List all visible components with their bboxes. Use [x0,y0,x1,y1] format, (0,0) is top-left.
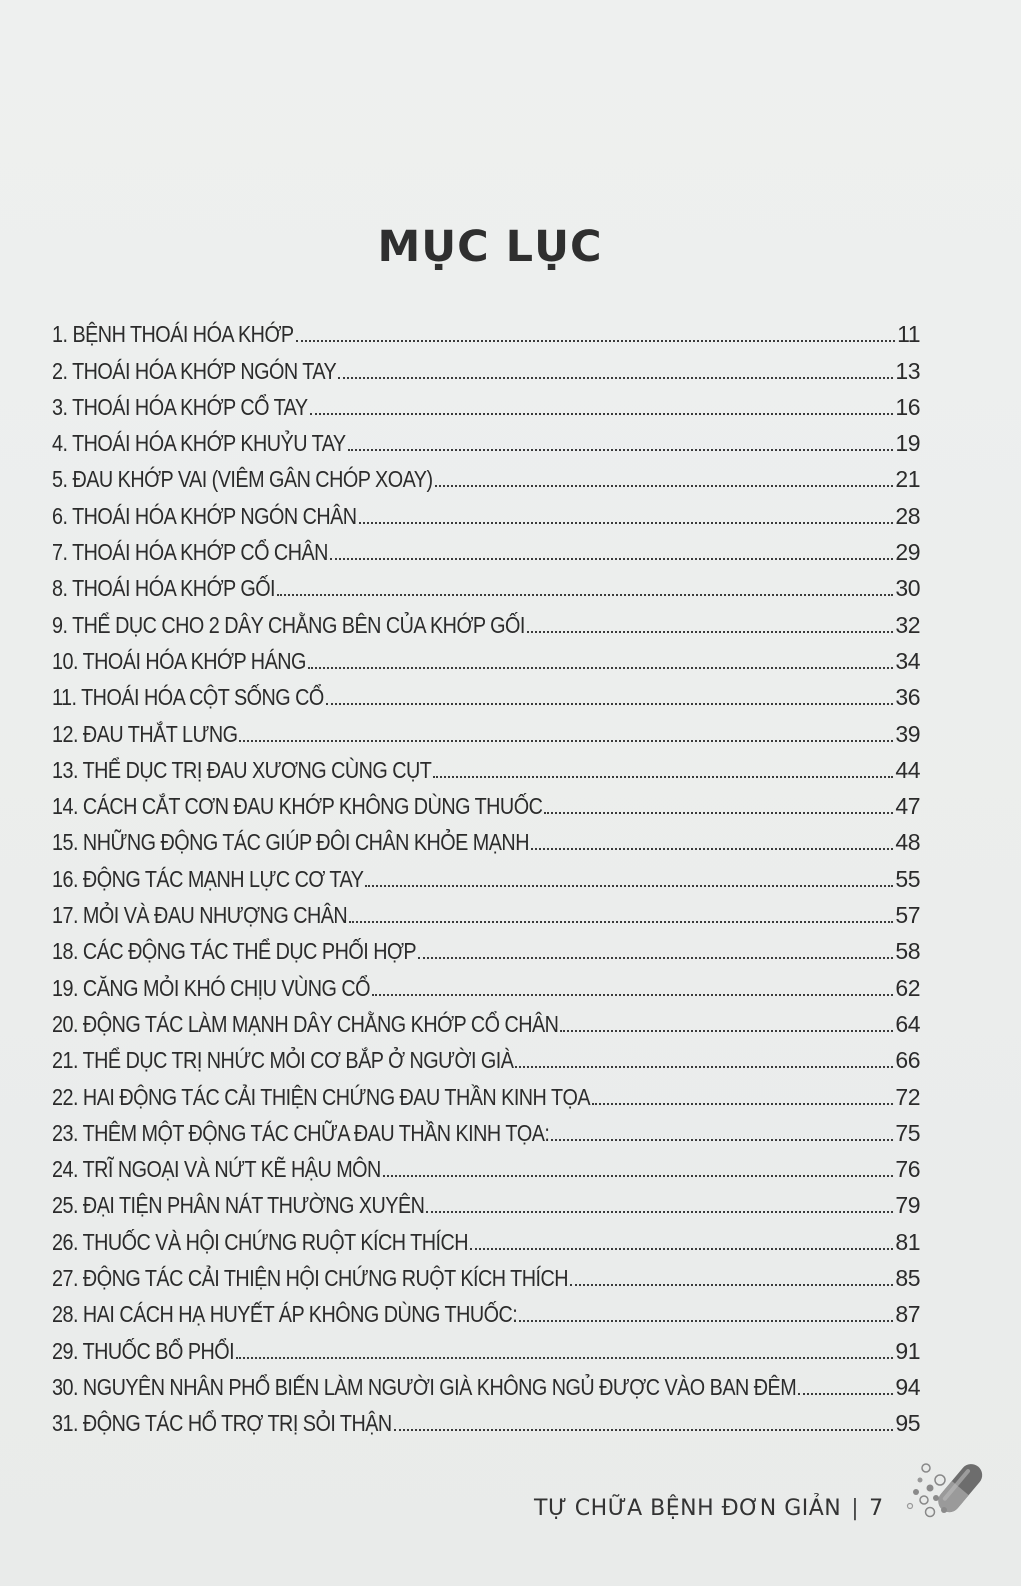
toc-entry-page: 55 [895,865,920,892]
dot-leader [296,340,896,342]
dot-leader [394,1429,894,1431]
dot-leader [560,1030,893,1032]
toc-entry-page: 39 [895,720,920,747]
toc-entry-label: 26. THUỐC VÀ HỘI CHỨNG RUỘT KÍCH THÍCH [52,1228,469,1255]
dot-leader [418,957,893,959]
dot-leader [348,449,894,451]
toc-entry [52,493,920,529]
toc-entry-label: 5. ĐAU KHỚP VAI (VIÊM GÂN CHÓP XOAY) [52,466,433,493]
toc-entry-label: 12. ĐAU THẮT LƯNG [52,720,238,747]
toc-entry-page: 62 [895,974,920,1001]
toc-entry-label: 16. ĐỘNG TÁC MẠNH LỰC CƠ TAY [52,865,364,892]
toc-entry-page: 28 [895,502,920,529]
toc-entry [52,530,920,566]
toc-entry-page: 32 [895,611,920,638]
toc-entry [52,675,920,711]
page-title: MỤC LỤC [377,222,603,272]
dot-leader [330,558,894,560]
page-number: 7 [869,1496,884,1521]
toc-entry-label: 9. THỂ DỤC CHO 2 DÂY CHẰNG BÊN CỦA KHỚP GỐI [52,611,525,638]
toc-entry-label: 13. THỂ DỤC TRỊ ĐAU XƯƠNG CÙNG CỤT [52,756,432,783]
toc-entry-label: 19. CĂNG MỎI KHÓ CHỊU VÙNG CỔ [52,974,371,1001]
toc-entry [52,348,920,384]
toc-entry [52,1219,920,1255]
dot-leader [383,1175,894,1177]
toc-entry [52,1111,920,1147]
toc-entry-page: 44 [895,756,920,783]
toc-entry-page: 16 [895,393,920,420]
toc-entry-label: 22. HAI ĐỘNG TÁC CẢI THIỆN CHỨNG ĐAU THẦN KINH TỌA [52,1083,591,1110]
toc-entry-label: 29. THUỐC BỔ PHỔI [52,1337,235,1364]
dot-leader [372,994,893,996]
toc-entry-label: 31. ĐỘNG TÁC HỔ TRỢ TRỊ SỎI THẬN [52,1410,392,1437]
dot-leader [592,1103,893,1105]
toc-entry [52,784,920,820]
dot-leader [326,703,894,705]
toc-entry-page: 47 [895,793,920,820]
toc-entry [52,312,920,348]
toc-entry-page: 21 [895,466,920,493]
toc-entry [52,566,920,602]
dot-leader [277,594,893,596]
toc-entry-label: 28. HAI CÁCH HẠ HUYẾT ÁP KHÔNG DÙNG THUỐC: [52,1301,518,1328]
toc-entry-page: 79 [895,1192,920,1219]
toc-entry [52,639,920,675]
toc-entry-page: 57 [895,902,920,929]
toc-entry-label: 7. THOÁI HÓA KHỚP CỔ CHÂN [52,539,328,566]
toc-entry-label: 14. CÁCH CẮT CƠN ĐAU KHỚP KHÔNG DÙNG THUỐC [52,793,543,820]
toc-entry-page: 91 [895,1337,920,1364]
dot-leader [365,885,893,887]
toc-entry [52,748,920,784]
toc-entry-label: 23. THÊM MỘT ĐỘNG TÁC CHỮA ĐAU THẦN KINH TỌA: [52,1119,550,1146]
book-title: TỰ CHỮA BỆNH ĐƠN GIẢN [534,1496,842,1521]
dot-leader [531,848,893,850]
dot-leader [435,485,894,487]
dot-leader [359,522,894,524]
toc-entry-label: 11. THOÁI HÓA CỘT SỐNG CỔ [52,684,324,711]
toc-entry-page: 81 [895,1228,920,1255]
toc-entry [52,1038,920,1074]
toc-entry [52,602,920,638]
page-footer [534,1496,884,1521]
toc-entry-page: 30 [895,575,920,602]
dot-leader [239,740,893,742]
toc-entry-page: 94 [895,1373,920,1400]
dot-leader [349,921,893,923]
toc-entry-page: 48 [895,829,920,856]
toc-entry-page: 19 [895,430,920,457]
toc-entry [52,421,920,457]
toc-entry [52,1147,920,1183]
toc-entry-label: 1. BỆNH THOÁI HÓA KHỚP [52,321,294,348]
toc-entry [52,929,920,965]
toc-entry [52,1074,920,1110]
toc-entry-page: 76 [895,1156,920,1183]
toc-entry [52,1328,920,1364]
toc-entry-page: 66 [895,1047,920,1074]
dot-leader [433,776,893,778]
toc-entry-page: 72 [895,1083,920,1110]
toc-entry-page: 29 [895,539,920,566]
toc-entry [52,1002,920,1038]
dot-leader [470,1248,893,1250]
toc-entry-label: 25. ĐẠI TIỆN PHÂN NÁT THƯỜNG XUYÊN [52,1192,425,1219]
toc-entry-label: 24. TRĨ NGOẠI VÀ NỨT KẼ HẬU MÔN [52,1156,381,1183]
toc-entry [52,893,920,929]
toc-entry [52,457,920,493]
toc-entry [52,1292,920,1328]
toc-entry [52,711,920,747]
toc-entry-page: 75 [895,1119,920,1146]
dot-leader [798,1393,893,1395]
table-of-contents [52,312,920,1437]
toc-entry [52,1256,920,1292]
toc-entry-label: 6. THOÁI HÓA KHỚP NGÓN CHÂN [52,502,357,529]
dot-leader [338,377,893,379]
toc-entry-page: 85 [895,1265,920,1292]
toc-entry [52,385,920,421]
toc-entry [52,1401,920,1437]
toc-entry-page: 95 [895,1410,920,1437]
toc-entry-label: 2. THOÁI HÓA KHỚP NGÓN TAY [52,357,337,384]
dot-leader [426,1211,893,1213]
toc-entry-page: 64 [895,1010,920,1037]
toc-entry [52,1183,920,1219]
toc-entry [52,856,920,892]
toc-entry-page: 36 [895,684,920,711]
toc-entry-label: 27. ĐỘNG TÁC CẢI THIỆN HỘI CHỨNG RUỘT KÍCH THÍCH [52,1265,568,1292]
toc-entry-label: 15. NHỮNG ĐỘNG TÁC GIÚP ĐÔI CHÂN KHỎE MẠNH [52,829,529,856]
toc-entry-label: 4. THOÁI HÓA KHỚP KHUỶU TAY [52,430,346,457]
dot-leader [308,667,893,669]
toc-entry-label: 8. THOÁI HÓA KHỚP GỐI [52,575,276,602]
toc-entry-label: 18. CÁC ĐỘNG TÁC THỂ DỤC PHỐI HỢP [52,938,417,965]
toc-entry-page: 34 [895,647,920,674]
toc-entry-label: 3. THOÁI HÓA KHỚP CỔ TAY [52,393,308,420]
toc-entry-page: 58 [895,938,920,965]
dot-leader [551,1139,893,1141]
toc-entry-page: 87 [895,1301,920,1328]
dot-leader [310,413,894,415]
toc-entry-label: 10. THOÁI HÓA KHỚP HÁNG [52,647,306,674]
dot-leader [236,1357,893,1359]
toc-entry [52,1365,920,1401]
dot-leader [527,631,894,633]
pill-capsule-icon [900,1450,1000,1540]
toc-entry [52,965,920,1001]
toc-entry-page: 11 [897,321,920,348]
dot-leader [519,1320,893,1322]
dot-leader [570,1284,893,1286]
footer-separator: | [851,1496,860,1521]
toc-entry-label: 17. MỎI VÀ ĐAU NHƯỢNG CHÂN [52,902,348,929]
toc-entry-label: 30. NGUYÊN NHÂN PHỔ BIẾN LÀM NGƯỜI GIÀ KHÔNG NGỦ ĐƯỢC VÀO BAN ĐÊM [52,1373,797,1400]
toc-entry [52,820,920,856]
toc-entry-label: 21. THỂ DỤC TRỊ NHỨC MỎI CƠ BẮP Ở NGƯỜI GIÀ [52,1047,514,1074]
dot-leader [544,812,893,814]
toc-entry-label: 20. ĐỘNG TÁC LÀM MẠNH DÂY CHẰNG KHỚP CỔ CHÂN [52,1010,559,1037]
toc-entry-page: 13 [895,357,920,384]
dot-leader [515,1066,893,1068]
